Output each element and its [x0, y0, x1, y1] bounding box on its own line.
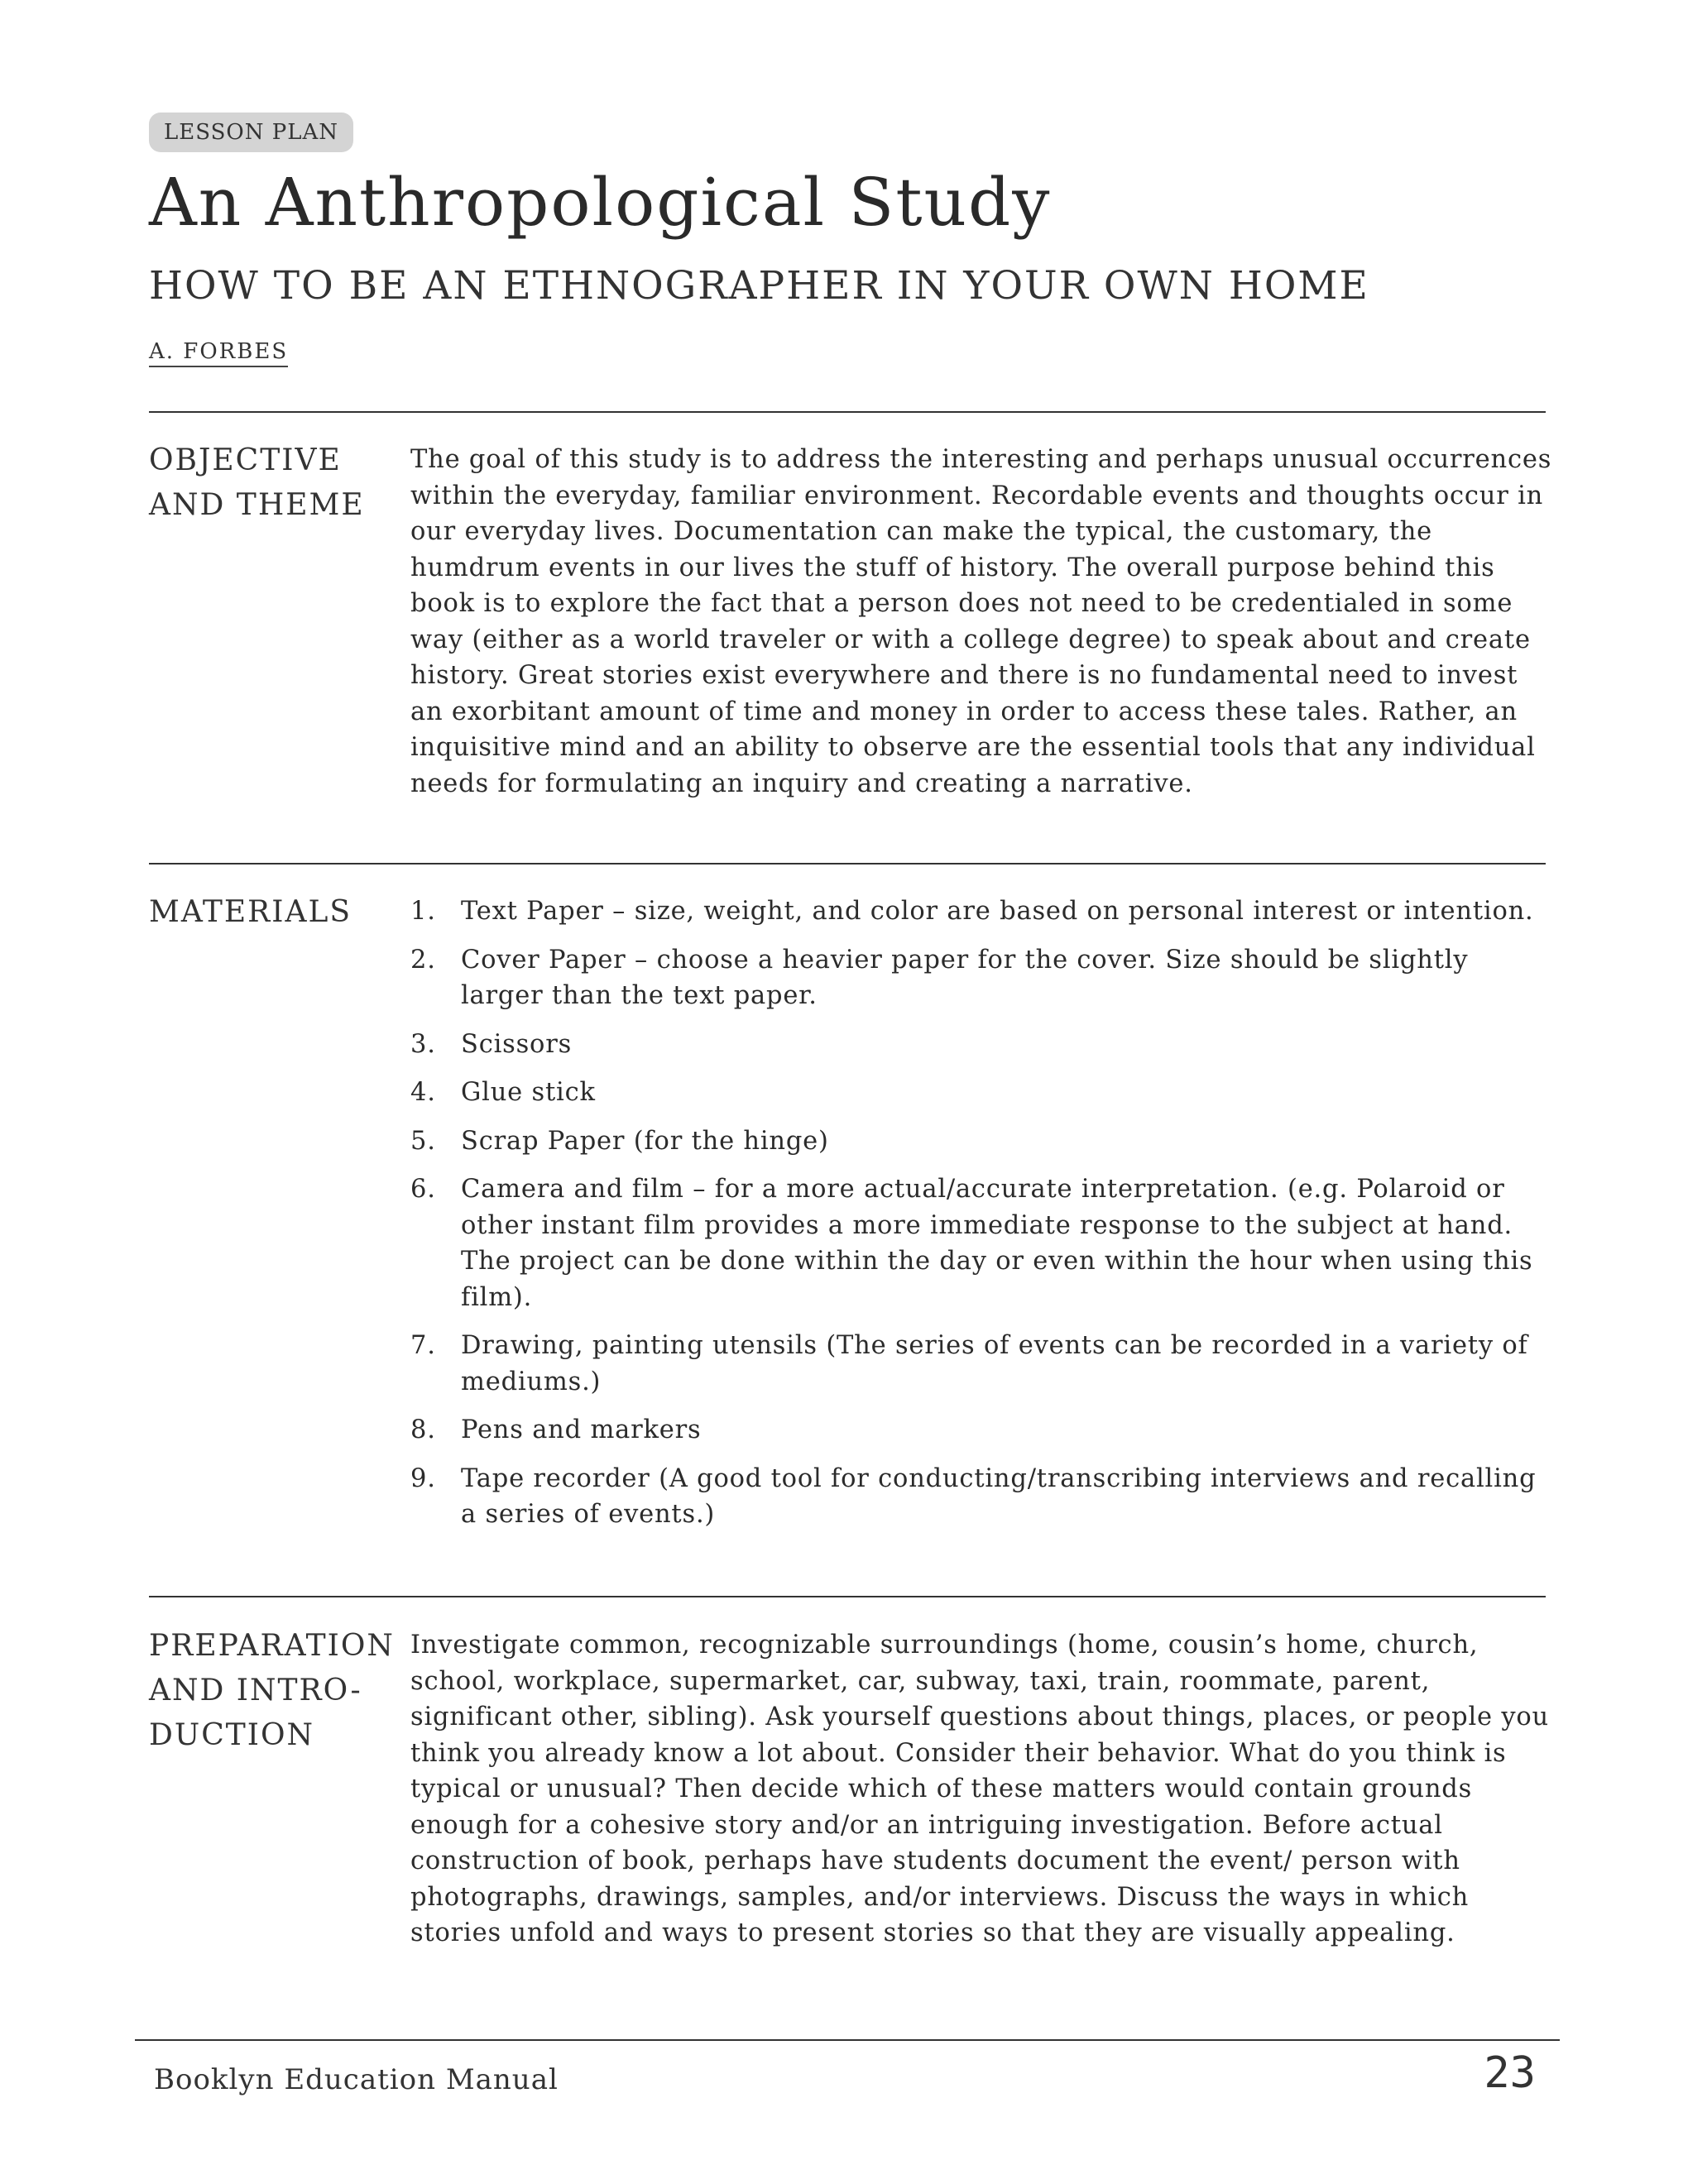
list-item-text: Scissors — [461, 1029, 573, 1059]
author-name: A. FORBES — [149, 339, 288, 367]
materials-list — [410, 893, 1554, 1533]
list-item — [410, 1075, 1554, 1111]
page-title: An Anthropological Study — [149, 164, 1052, 241]
list-item — [410, 1461, 1554, 1533]
list-item-number: 6. — [410, 1175, 436, 1204]
list-item-number: 3. — [410, 1029, 436, 1059]
list-item-number: 8. — [410, 1415, 436, 1444]
list-item-text: Drawing, painting utensils (The series of events can be recorded in a variety of mediums.) — [461, 1331, 1528, 1396]
list-item-text: Scrap Paper (for the hinge) — [461, 1126, 829, 1156]
section-label-materials: MATERIALS — [149, 895, 352, 929]
section-label-preparation: PREPARATION AND INTRO- DUCTION — [149, 1629, 395, 1752]
objective-text: The goal of this study is to address the interesting and perhaps unusual occurrences within the everyday, familiar environment. Recordable events and thoughts occur in our everyday lives. Documentation can make the typical, the customary, the humdrum events in our lives the stuff of history. The overall purpose behind this book is to explore the fact that a person does not need to be credentialed in some way (either as a world traveler or with a college degree) to speak about and create history. Great stories exist everywhere and there is no fundamental need to invest an exorbitant amount of time and money in order to access these tales. Rather, an inquisitive mind and an ability to observe are the essential tools that any individual needs for formulating an inquiry and creating a narrative. — [410, 445, 1552, 798]
list-item-text: Tape recorder (A good tool for conducting/transcribing interviews and recalling a series of events.) — [461, 1463, 1537, 1529]
list-item-number: 9. — [410, 1463, 436, 1493]
list-item-text: Camera and film – for a more actual/accurate interpretation. (e.g. Polaroid or other instant film provides a more immediate response to the subject at hand. The project can be done within the day or even within the hour when using this film). — [461, 1175, 1533, 1312]
divider — [149, 1596, 1546, 1597]
list-item-text: Cover Paper – choose a heavier paper for the cover. Size should be slightly larger than the text paper. — [461, 945, 1469, 1010]
list-item-text: Text Paper – size, weight, and color are based on personal interest or intention. — [461, 897, 1534, 926]
section-label-objective: OBJECTIVE AND THEME — [149, 443, 365, 522]
list-item — [410, 1027, 1554, 1063]
footer-divider — [135, 2039, 1560, 2041]
list-item-number: 4. — [410, 1078, 436, 1107]
list-item — [410, 1328, 1554, 1400]
page-subtitle: HOW TO BE AN ETHNOGRAPHER IN YOUR OWN HOME — [149, 263, 1369, 309]
page-number: 23 — [1484, 2048, 1536, 2098]
divider — [149, 863, 1546, 864]
lesson-plan-badge: LESSON PLAN — [149, 113, 353, 152]
list-item — [410, 1412, 1554, 1449]
list-item — [410, 942, 1554, 1014]
list-item-number: 7. — [410, 1331, 436, 1360]
list-item — [410, 1171, 1554, 1315]
list-item — [410, 1123, 1554, 1160]
list-item — [410, 893, 1554, 930]
publication-name: Booklyn Education Manual — [154, 2063, 559, 2096]
list-item-text: Pens and markers — [461, 1415, 702, 1444]
list-item-number: 1. — [410, 897, 436, 926]
materials-list-container — [410, 893, 1554, 1545]
divider — [149, 411, 1546, 413]
preparation-text: Investigate common, recognizable surroundings (home, cousin’s home, church, school, workplace, supermarket, car, subway, taxi, train, roommate, parent, significant other, sibling). Ask yourself questions about things, places, or people you think you already know a lot about. Consider their behavior. What do you think is typical or unusual? Then decide which of these matters would contain grounds enough for a cohesive story and/or an intriguing investigation. Before actual construction of book, perhaps have students document the event/ person with photographs, drawings, samples, and/or interviews. Discuss the ways in which stories unfold and ways to present stories so that they are visually appealing. — [410, 1631, 1550, 1947]
list-item-number: 2. — [410, 945, 436, 975]
list-item-text: Glue stick — [461, 1078, 596, 1107]
list-item-number: 5. — [410, 1126, 436, 1156]
